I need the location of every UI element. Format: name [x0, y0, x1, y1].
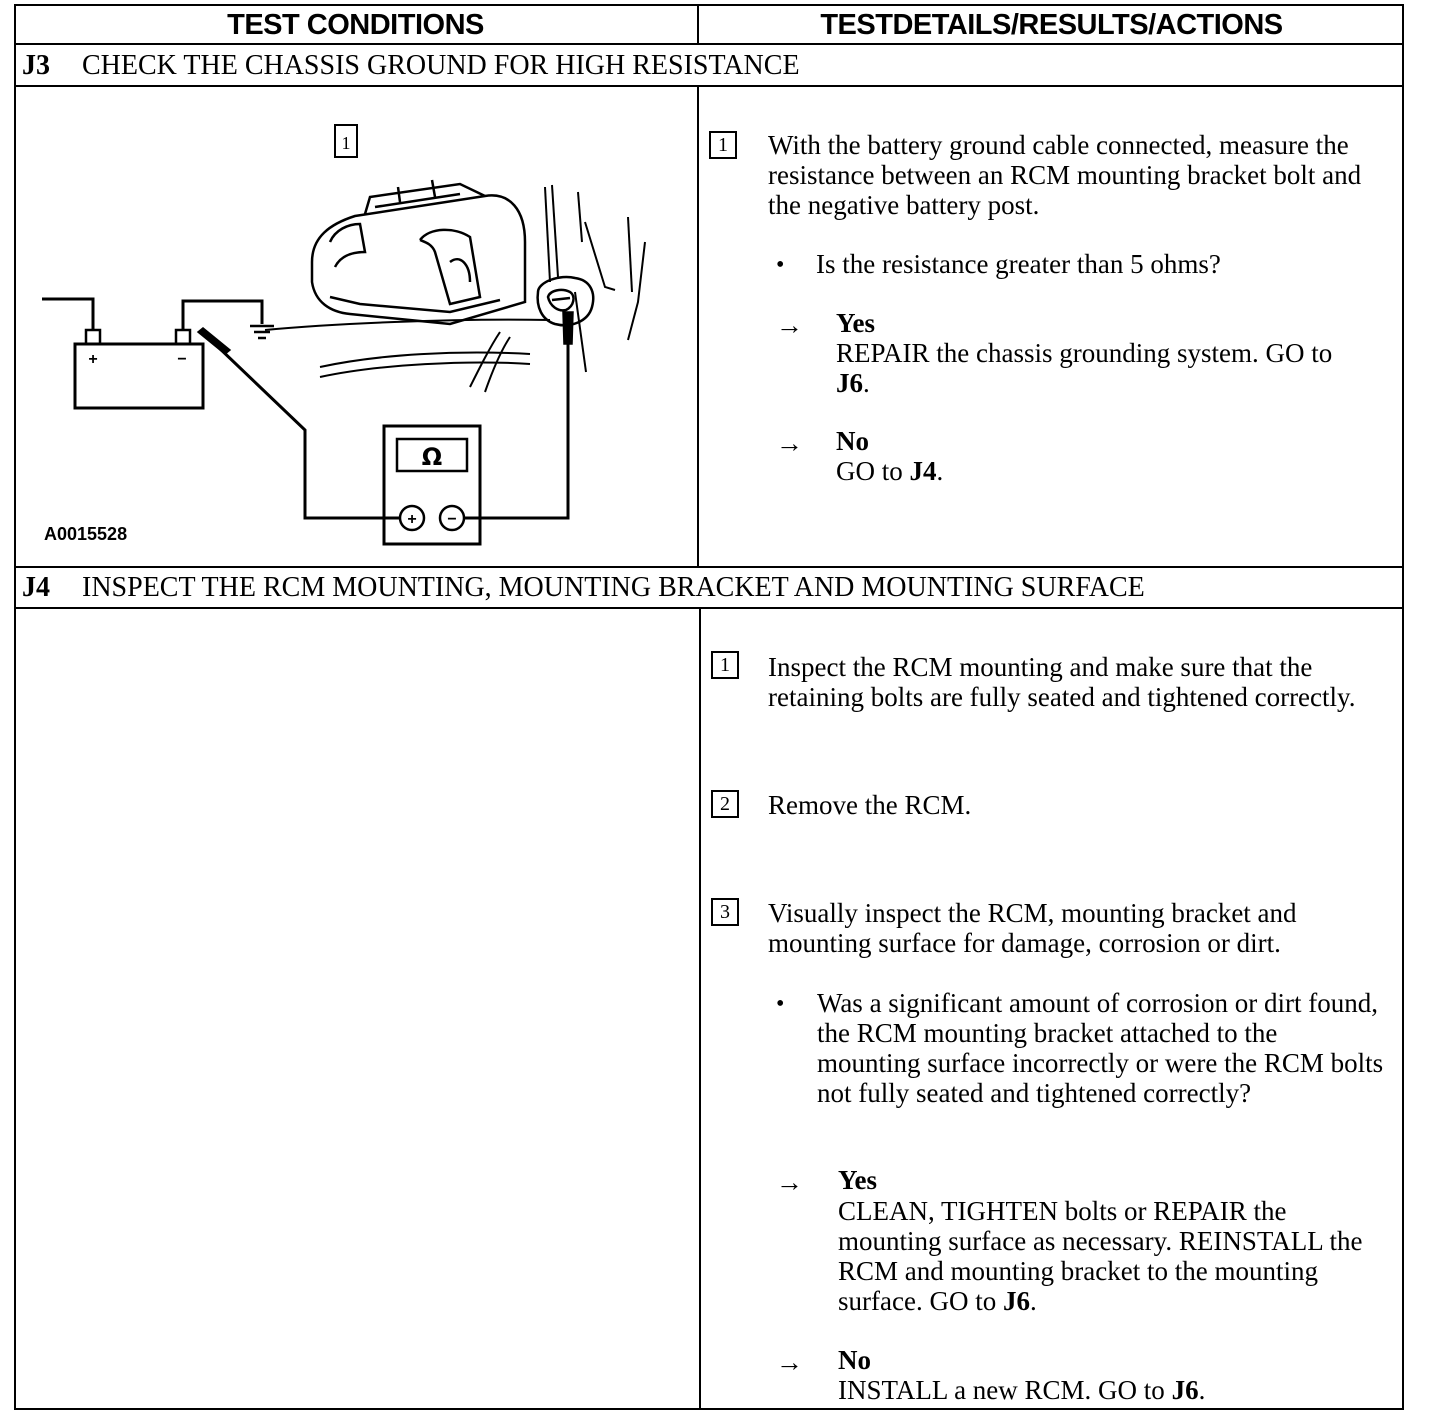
j4-step1-box: 1 [711, 651, 739, 679]
j3-step1-text: With the battery ground cable connected, measure the resistance between an RCM mounting bracket bolt and the negative battery post. [768, 130, 1362, 220]
j3-yes-label: Yes [836, 308, 875, 338]
j4-step3-box: 3 [711, 898, 739, 926]
j3-no-arrow: → [776, 428, 803, 458]
j3-yes-text: REPAIR the chassis grounding system. GO to J6. [836, 338, 1333, 398]
j4-bullet: • [776, 991, 785, 1017]
meter-minus: − [447, 511, 457, 528]
battery-minus: − [177, 351, 187, 368]
j4-yes-text: CLEAN, TIGHTEN bolts or REPAIR the mounting surface as necessary. REINSTALL the RCM and mounting bracket to the mounting surface. GO to J6. [838, 1196, 1363, 1316]
section-j4-title [22, 568, 1145, 606]
j4-no-text: INSTALL a new RCM. GO to J6. [838, 1375, 1206, 1405]
ohm-symbol: Ω [421, 443, 443, 471]
rule-j4-title [14, 607, 1404, 609]
rule-j3-title [14, 85, 1404, 87]
j3-bullet: • [776, 252, 785, 278]
j4-step2-text: Remove the RCM. [768, 790, 972, 820]
j4-yes-arrow: → [776, 1167, 803, 1197]
j4-step3-text: Visually inspect the RCM, mounting bracket and mounting surface for damage, corrosion or dirt. [768, 898, 1297, 958]
section-j3-title [22, 46, 800, 84]
j3-step1-box: 1 [709, 131, 737, 159]
figure-id: A0015528 [44, 524, 128, 544]
battery-plus: + [88, 351, 98, 368]
section-j4-text: INSPECT THE RCM MOUNTING, MOUNTING BRACKET AND MOUNTING SURFACE [82, 572, 1145, 603]
j3-yes-arrow: → [776, 310, 803, 340]
section-j4-id: J4 [22, 572, 50, 603]
header-test-conditions: TEST CONDITIONS [227, 9, 484, 41]
section-j3-text: CHECK THE CHASSIS GROUND FOR HIGH RESISTANCE [82, 50, 800, 81]
j3-no-label: No [836, 426, 869, 456]
header-test-details: TESTDETAILS/RESULTS/ACTIONS [820, 9, 1283, 41]
j4-yes-label: Yes [838, 1165, 877, 1195]
j4-step2-box: 2 [711, 790, 739, 818]
j4-no-label: No [838, 1345, 871, 1375]
j4-no-arrow: → [776, 1347, 803, 1377]
j4-step1-text: Inspect the RCM mounting and make sure that the retaining bolts are fully seated and tightened correctly. [768, 652, 1356, 712]
figure-step-label: 1 [341, 133, 351, 153]
rule-header [14, 43, 1404, 45]
j4-question: Was a significant amount of corrosion or dirt found, the RCM mounting bracket attached to the mounting surface incorrectly or were the RCM bolts not fully seated and tightened correctly? [817, 988, 1384, 1108]
meter-plus: + [407, 511, 417, 528]
divider-j4 [699, 607, 701, 1409]
chassis-ground-diagram [30, 92, 690, 562]
j3-question: Is the resistance greater than 5 ohms? [816, 249, 1221, 279]
section-j3-id: J3 [22, 50, 50, 81]
divider-j3 [697, 85, 699, 567]
j3-no-text: GO to J4. [836, 456, 944, 486]
